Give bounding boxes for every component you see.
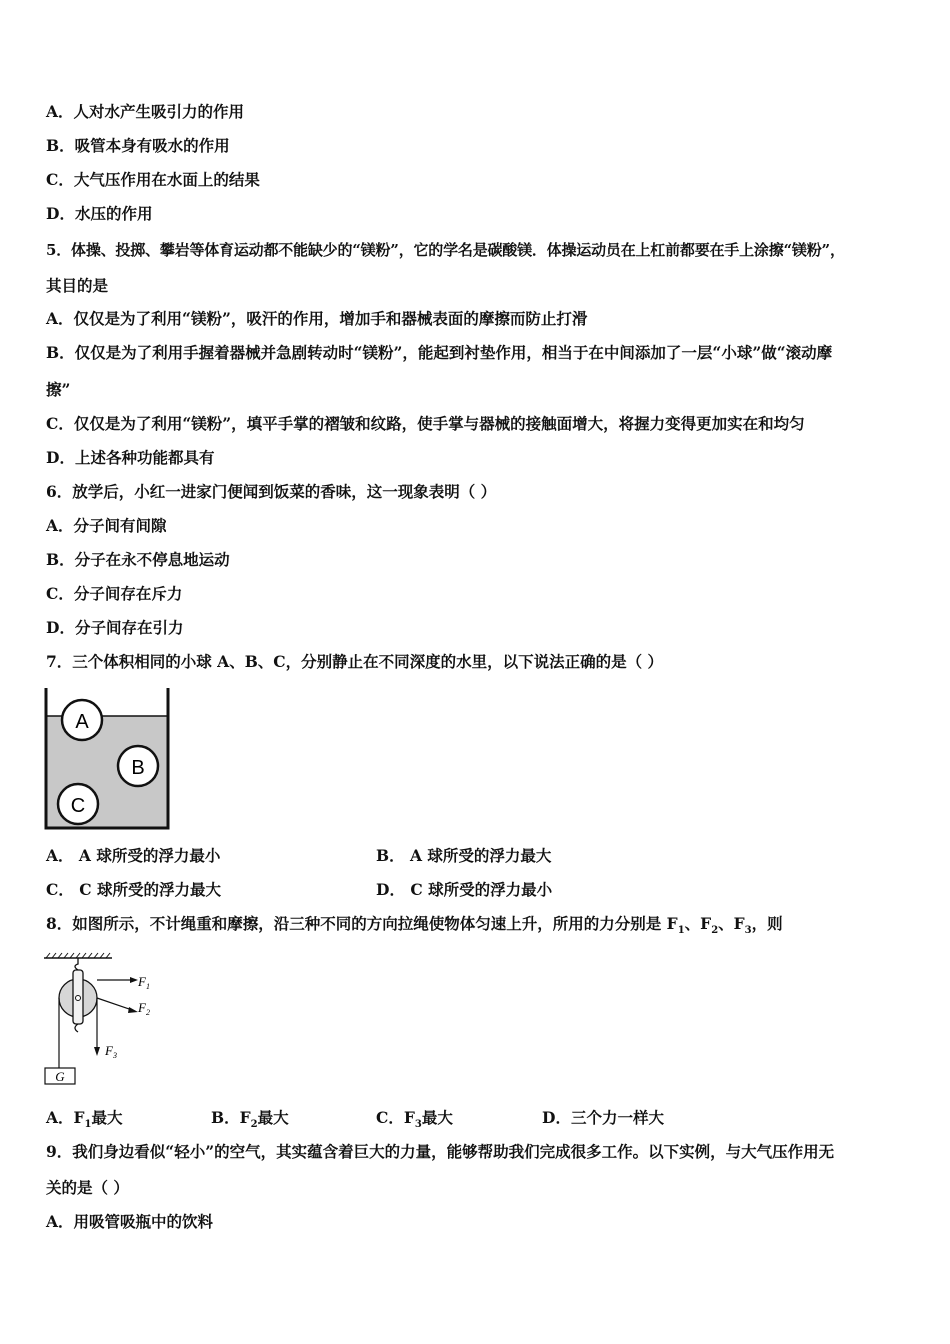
q8-pulley-figure bbox=[42, 952, 162, 1088]
q7-option-a: A． A 球所受的浮力最小 bbox=[46, 846, 221, 865]
rope-f2 bbox=[97, 998, 132, 1010]
q8-option-b: B．$F_2$最大 bbox=[211, 1108, 289, 1131]
q4-option-d: D．水压的作用 bbox=[46, 204, 153, 223]
q8-option-a: A．$F_1$最大 bbox=[46, 1108, 123, 1131]
q7-water-tank-figure bbox=[44, 688, 172, 832]
q9-option-a: A．用吸管吸瓶中的饮料 bbox=[46, 1212, 214, 1231]
q8-option-c: C．$F_3$最大 bbox=[376, 1108, 453, 1131]
q8-stem: 8．如图所示，不计绳重和摩擦，沿三种不同的方向拉绳使物体匀速上升，所用的力分别是 $F_1$、$F_2$、$F_3$，则 bbox=[46, 914, 783, 937]
pulley-axle bbox=[76, 996, 81, 1001]
arrow-f1 bbox=[130, 977, 138, 983]
q5-option-b-line1: B．仅仅是为了利用手握着器械并急剧转动时“镁粉”，能起到衬垫作用，相当于在中间添加了一层“小球”做“滚动摩 bbox=[46, 343, 833, 362]
q8-option-d: D．三个力一样大 bbox=[542, 1108, 664, 1127]
label-f2: $F_2$ bbox=[138, 1000, 150, 1017]
label-f3: $F_3$ bbox=[105, 1043, 117, 1060]
q4-option-b: B．吸管本身有吸水的作用 bbox=[46, 136, 230, 155]
q5-option-b-line2: 擦” bbox=[46, 380, 71, 399]
q5-option-a: A．仅仅是为了利用“镁粉”，吸汗的作用，增加手和器械表面的摩擦而防止打滑 bbox=[46, 309, 588, 328]
q6-option-c: C．分子间存在斥力 bbox=[46, 584, 183, 603]
q6-option-b: B．分子在永不停息地运动 bbox=[46, 550, 230, 569]
q5-stem-line1: 5．体操、投掷、攀岩等体育运动都不能缺少的“镁粉”，它的学名是碳酸镁．体操运动员在上杠前都要在手上涂擦“镁粉”， bbox=[46, 241, 845, 259]
ball-b-label: B bbox=[131, 757, 145, 779]
q4-option-a: A．人对水产生吸引力的作用 bbox=[46, 102, 245, 121]
arrow-f2 bbox=[128, 1007, 138, 1013]
q7-option-c: C． C 球所受的浮力最大 bbox=[46, 880, 221, 899]
q9-stem-line1: 9．我们身边看似“轻小”的空气，其实蕴含着巨大的力量，能够帮助我们完成很多工作。以下实例，与大气压作用无 bbox=[46, 1142, 835, 1161]
ball-a-label: A bbox=[75, 711, 89, 733]
q5-option-c: C．仅仅是为了利用“镁粉”，填平手掌的褶皱和纹路，使手掌与器械的接触面增大，将握力变得更加实在和均匀 bbox=[46, 414, 805, 433]
q7-stem: 7．三个体积相同的小球 A、B、C，分别静止在不同深度的水里，以下说法正确的是（ ） bbox=[46, 652, 664, 671]
q5-option-d: D．上述各种功能都具有 bbox=[46, 448, 215, 467]
q7-option-d: D． C 球所受的浮力最小 bbox=[376, 880, 553, 899]
label-f1: $F_1$ bbox=[138, 974, 150, 991]
ball-c-label: C bbox=[70, 795, 86, 817]
q9-stem-line2: 关的是（ ） bbox=[46, 1178, 129, 1197]
hook-top bbox=[75, 958, 78, 970]
q6-option-a: A．分子间有间隙 bbox=[46, 516, 167, 535]
q5-stem-line2: 其目的是 bbox=[46, 276, 109, 295]
q4-option-c: C．大气压作用在水面上的结果 bbox=[46, 170, 260, 189]
q6-option-d: D．分子间存在引力 bbox=[46, 618, 184, 637]
q6-stem: 6．放学后，小红一进家门便闻到饭菜的香味，这一现象表明（ ） bbox=[46, 482, 497, 501]
weight-label: G bbox=[55, 1069, 65, 1084]
hook-bottom bbox=[75, 1024, 78, 1032]
arrow-f3 bbox=[94, 1047, 100, 1056]
q7-option-b: B． A 球所受的浮力最大 bbox=[376, 846, 552, 865]
